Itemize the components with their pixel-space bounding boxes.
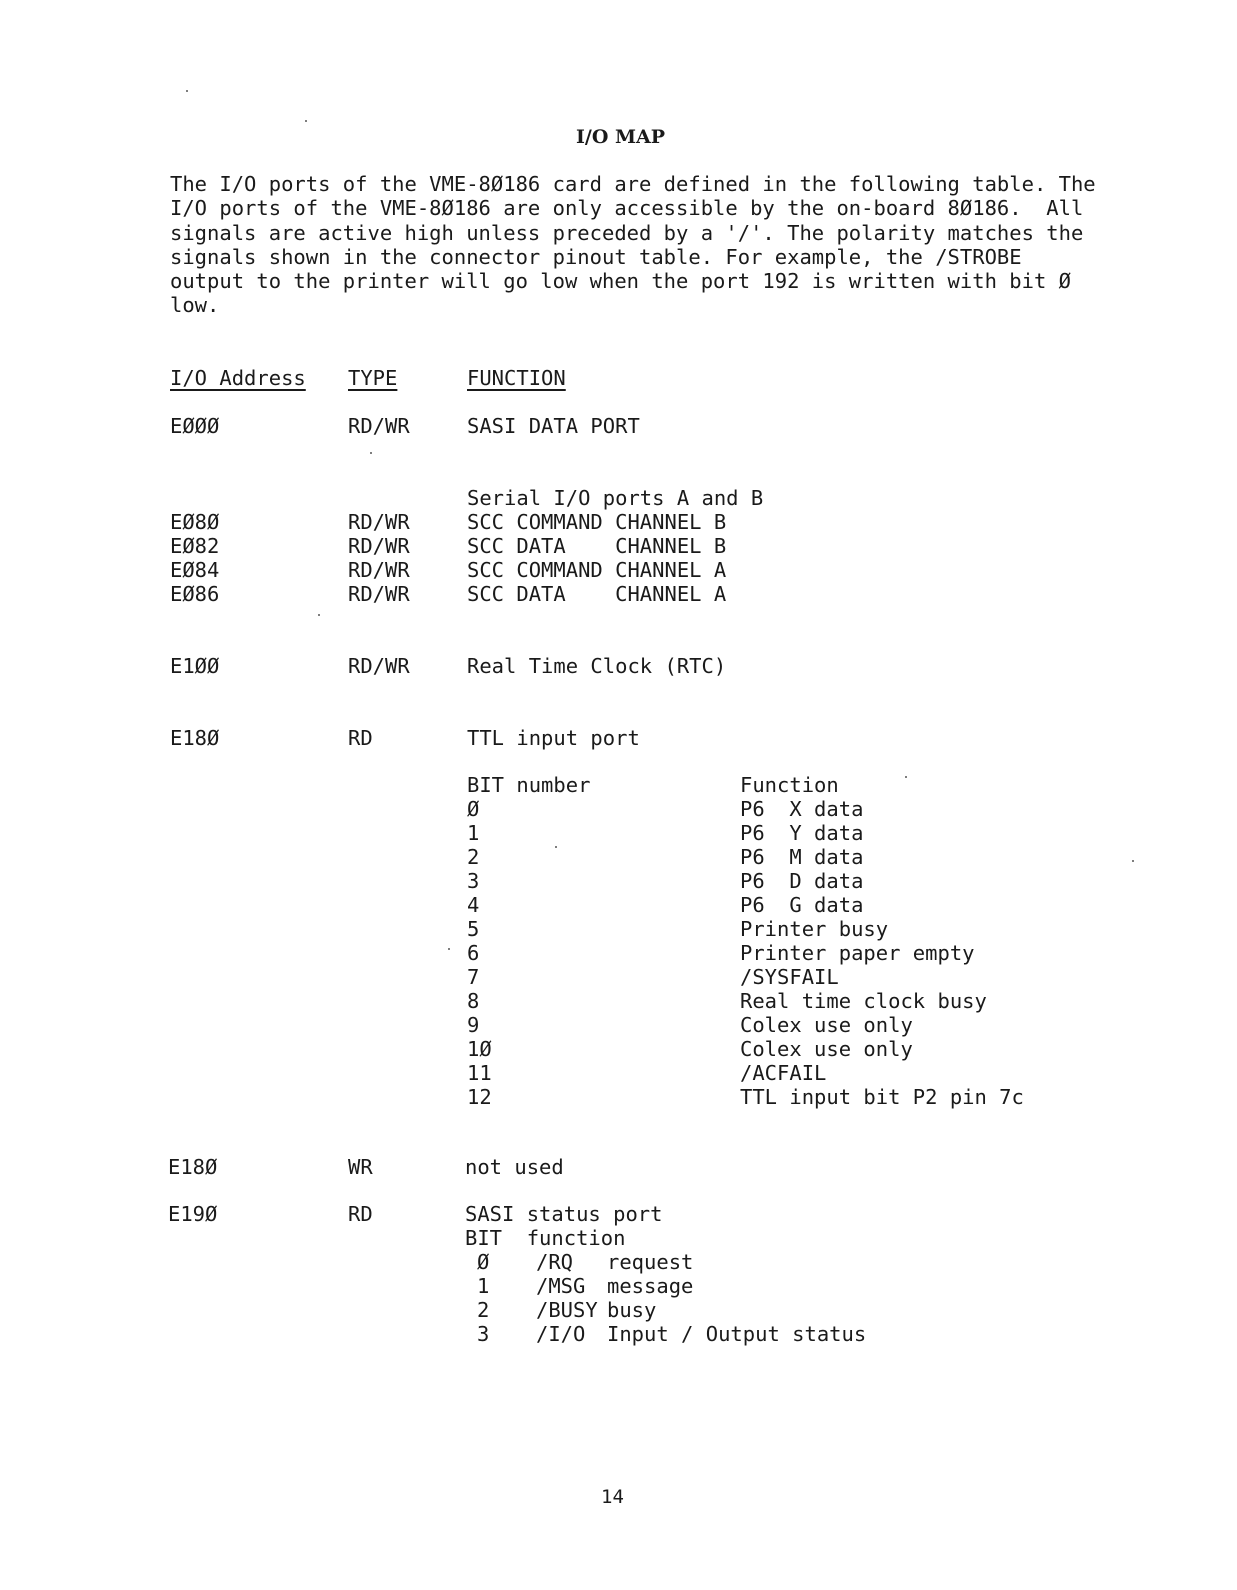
header-address: I/O Address — [170, 366, 306, 390]
sasi-data-type: RD/WR — [348, 414, 410, 438]
ttl-bit-function: P6 Y data — [740, 821, 864, 845]
ttl-bit: 12 — [467, 1085, 492, 1109]
sasi-status-signal: /BUSY — [536, 1298, 598, 1322]
intro-line: I/O ports of the VME-8Ø186 are only accessible by the on-board 8Ø186. All — [170, 196, 1084, 221]
page-number: 14 — [601, 1486, 624, 1508]
ttl-bit: 9 — [467, 1013, 480, 1037]
sasi-data-address: EØØØ — [170, 414, 220, 438]
ttl-bit-function: Printer paper empty — [740, 941, 975, 965]
serial-function: SCC DATA CHANNEL B — [467, 534, 727, 558]
rtc-function: Real Time Clock (RTC) — [467, 654, 727, 678]
ttl-bit-function: Printer busy — [740, 917, 889, 941]
ttl-bit: 1 — [467, 821, 480, 845]
ttl-bit-function: /ACFAIL — [740, 1061, 827, 1085]
ttl-bit-function: /SYSFAIL — [740, 965, 839, 989]
ttl-bit-function: Colex use only — [740, 1013, 913, 1037]
ttl-bit: 6 — [467, 941, 480, 965]
ttl-bit: 2 — [467, 845, 480, 869]
serial-address: EØ82 — [170, 534, 220, 558]
serial-type: RD/WR — [348, 582, 410, 606]
sasi-status-bit: Ø — [477, 1250, 490, 1274]
rtc-address: E1ØØ — [170, 654, 220, 678]
sasi-status-type: RD — [348, 1202, 373, 1226]
ttl-bit-function: TTL input bit P2 pin 7c — [740, 1085, 1024, 1109]
ttl-bit-function: Colex use only — [740, 1037, 913, 1061]
rtc-type: RD/WR — [348, 654, 410, 678]
serial-type: RD/WR — [348, 534, 410, 558]
ttl-bit: 8 — [467, 989, 480, 1013]
ttl-bit-function: P6 M data — [740, 845, 864, 869]
sasi-status-bit-header: BIT function — [465, 1226, 626, 1250]
ttl-bit: 4 — [467, 893, 480, 917]
sasi-status-bit: 1 — [477, 1274, 490, 1298]
not-used-address: E18Ø — [168, 1155, 218, 1179]
sasi-status-address: E19Ø — [168, 1202, 218, 1226]
header-function: FUNCTION — [467, 366, 566, 390]
serial-address: EØ84 — [170, 558, 220, 582]
ttl-bit: Ø — [467, 797, 480, 821]
page-title: I/O MAP — [576, 126, 666, 148]
ttl-bit: 3 — [467, 869, 480, 893]
sasi-status-desc: Input / Output status — [607, 1322, 867, 1346]
intro-line: signals are active high unless preceded by a '/'. The polarity matches the — [170, 220, 1084, 245]
sasi-status-signal: /MSG — [536, 1274, 586, 1298]
ttl-function: TTL input port — [467, 726, 640, 750]
ttl-function-header: Function — [740, 773, 839, 797]
not-used-function: not used — [465, 1155, 564, 1179]
sasi-data-function: SASI DATA PORT — [467, 414, 640, 438]
ttl-bit: 1Ø — [467, 1037, 492, 1061]
ttl-bit-function: P6 D data — [740, 869, 864, 893]
ttl-address: E18Ø — [170, 726, 220, 750]
ttl-bit: 5 — [467, 917, 480, 941]
intro-line: low. — [170, 293, 220, 318]
ttl-bit-function: Real time clock busy — [740, 989, 987, 1013]
sasi-status-desc: message — [607, 1274, 694, 1298]
intro-line: The I/O ports of the VME-8Ø186 card are defined in the following table. The — [170, 172, 1096, 196]
sasi-status-bit: 2 — [477, 1298, 490, 1322]
sasi-status-bit: 3 — [477, 1322, 490, 1346]
intro-line: output to the printer will go low when the port 192 is written with bit Ø — [170, 269, 1071, 294]
serial-heading: Serial I/O ports A and B — [467, 486, 764, 510]
ttl-bit: 7 — [467, 965, 480, 989]
serial-address: EØ8Ø — [170, 510, 220, 534]
ttl-bit-header: BIT number — [467, 773, 591, 797]
ttl-bit-function: P6 G data — [740, 893, 864, 917]
intro-line: signals shown in the connector pinout table. For example, the /STROBE — [170, 244, 1022, 269]
serial-type: RD/WR — [348, 558, 410, 582]
sasi-status-signal: /RQ — [536, 1250, 574, 1274]
serial-function: SCC COMMAND CHANNEL B — [467, 510, 727, 534]
ttl-bit: 11 — [467, 1061, 492, 1085]
serial-function: SCC COMMAND CHANNEL A — [467, 558, 727, 582]
sasi-status-signal: /I/O — [536, 1322, 586, 1346]
serial-address: EØ86 — [170, 582, 220, 606]
header-type: TYPE — [348, 366, 398, 390]
ttl-type: RD — [348, 726, 373, 750]
serial-function: SCC DATA CHANNEL A — [467, 582, 727, 606]
sasi-status-desc: busy — [607, 1298, 657, 1322]
intro-paragraph — [170, 172, 1096, 318]
sasi-status-function: SASI status port — [465, 1202, 663, 1226]
sasi-status-desc: request — [607, 1250, 694, 1274]
ttl-bit-function: P6 X data — [740, 797, 864, 821]
not-used-type: WR — [348, 1155, 373, 1179]
serial-type: RD/WR — [348, 510, 410, 534]
